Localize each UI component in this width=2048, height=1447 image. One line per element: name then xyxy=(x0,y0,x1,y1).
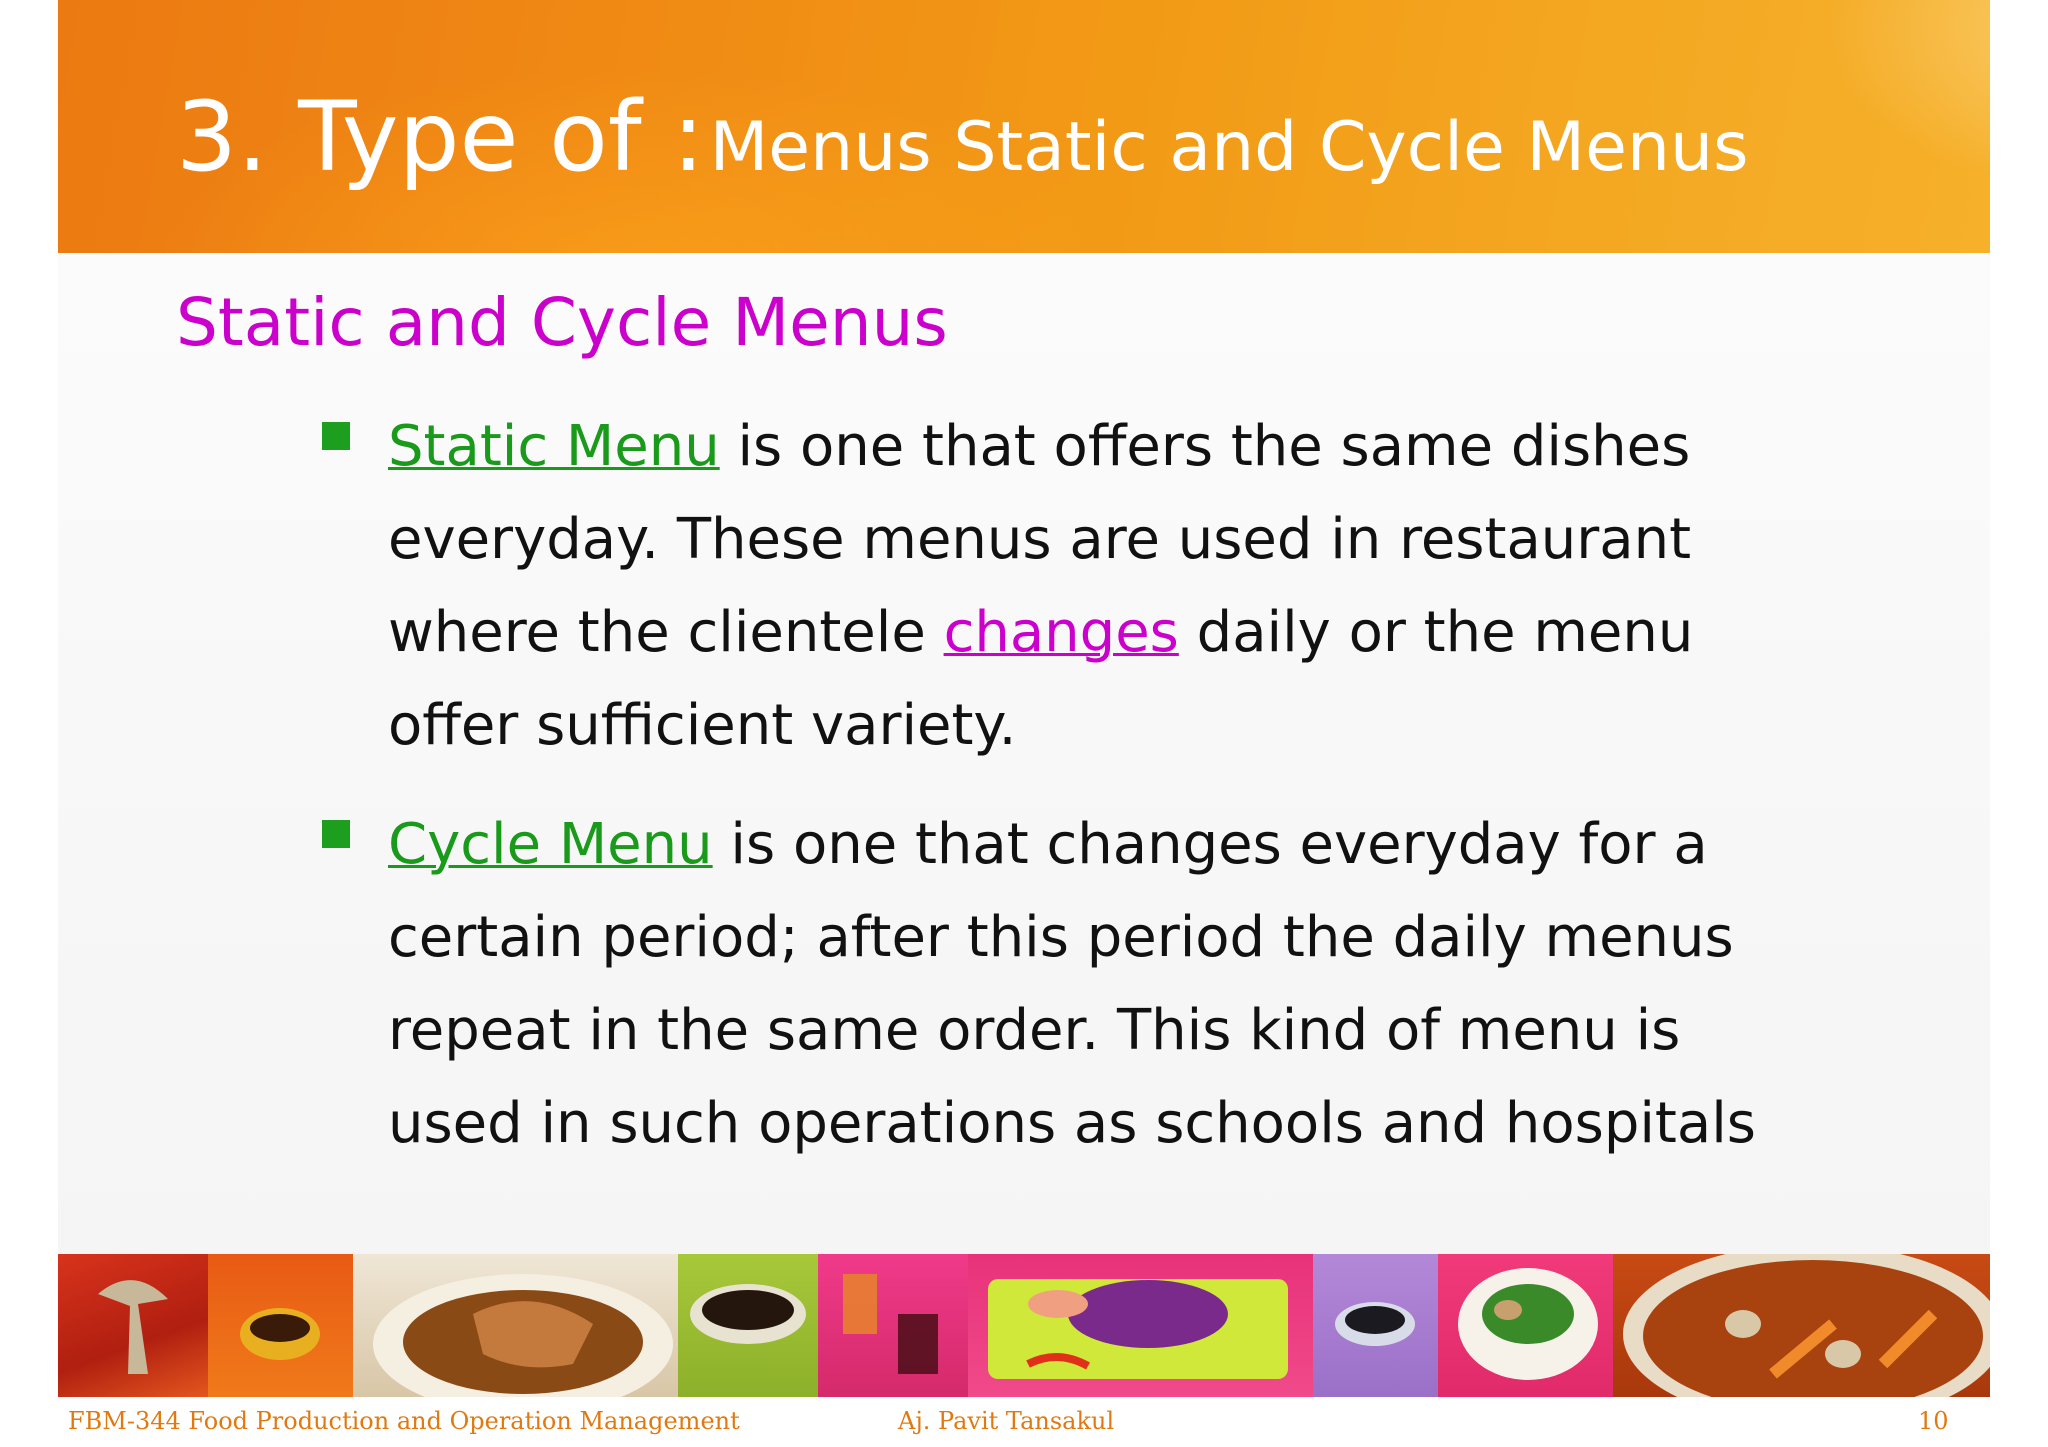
food-photo-strip xyxy=(58,1254,1990,1397)
bullet-list xyxy=(258,400,1938,1196)
food-photo-soup-dish xyxy=(353,1254,678,1397)
bullet-line: used in such operations as schools and hospitals xyxy=(388,1091,1756,1156)
soup-dish-image xyxy=(353,1254,678,1397)
title-main: 3. Type of : xyxy=(176,81,705,193)
bullet-text: is one that changes everyday for a xyxy=(712,812,1708,877)
salad-plate-image xyxy=(968,1254,1313,1397)
highlight-changes: changes xyxy=(943,600,1179,665)
bullet-static-menu xyxy=(258,400,1938,772)
slide-title xyxy=(176,82,1749,202)
bullet-text: daily or the menu xyxy=(1178,600,1694,665)
bullet-cycle-menu xyxy=(258,798,1938,1170)
bullet-line xyxy=(388,400,1938,493)
food-photo-sauce-bowl xyxy=(208,1254,353,1397)
bullet-line: repeat in the same order. This kind of menu is xyxy=(388,998,1681,1063)
small-bowl-image xyxy=(1313,1254,1438,1397)
bullet-line xyxy=(388,798,1938,891)
title-banner xyxy=(58,0,1990,253)
sauce-bowl-image xyxy=(208,1254,353,1397)
food-photo-salad-plate xyxy=(968,1254,1313,1397)
stew-image xyxy=(1613,1254,1990,1397)
slide-footer xyxy=(58,1397,1990,1447)
food-photo-greens xyxy=(1438,1254,1613,1397)
bullet-text: where the clientele xyxy=(388,600,944,665)
food-photo-small-bowl xyxy=(1313,1254,1438,1397)
footer-page-number: 10 xyxy=(1918,1407,1949,1435)
glasses-image xyxy=(818,1254,968,1397)
bullet-line: everyday. These menus are used in restaurant xyxy=(388,507,1692,572)
term-cycle-menu: Cycle Menu xyxy=(388,812,713,877)
food-photo-dark-bowl xyxy=(678,1254,818,1397)
bullet-line: certain period; after this period the daily menus xyxy=(388,905,1734,970)
mushroom-image xyxy=(58,1254,208,1397)
food-photo-stew xyxy=(1613,1254,1990,1397)
dark-bowl-image xyxy=(678,1254,818,1397)
term-static-menu: Static Menu xyxy=(388,414,720,479)
slide xyxy=(58,0,1990,1447)
bullet-line xyxy=(388,586,1938,679)
footer-course: FBM-344 Food Production and Operation Management xyxy=(68,1407,740,1435)
bullet-line: offer sufficient variety. xyxy=(388,693,1017,758)
food-photo-glasses xyxy=(818,1254,968,1397)
bullet-text: is one that offers the same dishes xyxy=(719,414,1691,479)
footer-instructor: Aj. Pavit Tansakul xyxy=(898,1407,1115,1435)
bullet-square-icon xyxy=(322,820,350,848)
greens-image xyxy=(1438,1254,1613,1397)
title-sub: Menus Static and Cycle Menus xyxy=(709,108,1749,187)
food-photo-mushroom xyxy=(58,1254,208,1397)
bullet-square-icon xyxy=(322,422,350,450)
section-heading: Static and Cycle Menus xyxy=(176,284,948,361)
